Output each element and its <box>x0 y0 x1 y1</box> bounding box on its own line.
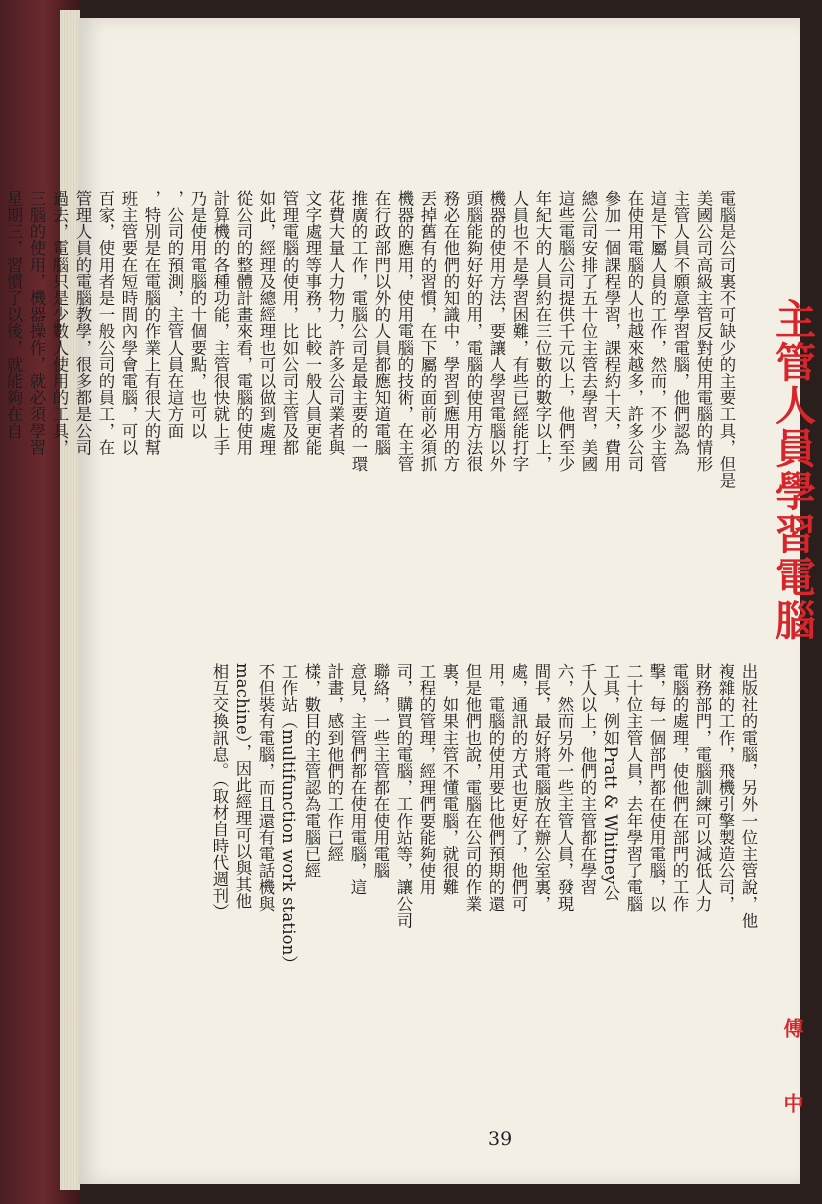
text-column-line: 電腦的處理，使他們在部門的工作 <box>670 663 689 912</box>
text-column-line: 複雜的工作，飛機引擎製造公司， <box>716 663 735 912</box>
text-column-line: 班主管要在短時間內學會電腦，可以 <box>119 190 138 456</box>
text-column-line: 從公司的整體計畫來看，電腦的使用 <box>234 190 253 456</box>
text-column-line: 人員也不是學習困難，有些已經能打字 <box>510 190 529 473</box>
text-column-line: 擊，每一個部門都在使用電腦，以 <box>647 663 666 912</box>
text-column-line: 管理電腦的使用，比如公司主管及都 <box>280 190 299 456</box>
text-column-line: 這些電腦公司提供千元以上，他們至少 <box>556 190 575 473</box>
text-column-line <box>0 190 2 645</box>
text-column-line: 三腦的使用，機器操作，就必須學習 <box>27 190 46 456</box>
text-column-line: ，公司的預測，主管人員在這方面 <box>165 190 184 439</box>
text-column-line: 機器的應用，使用電腦的技術，在主管 <box>395 190 414 473</box>
text-column-line: 在行政部門以外的人員都應知道電腦 <box>372 190 391 456</box>
text-column-line: 裏，如果主管不懂電腦，就很難 <box>440 663 459 896</box>
text-column-line: 工程的管理，經理們要能夠使用 <box>417 663 436 896</box>
text-column-line: 機器的使用方法，要讓人學習電腦以外 <box>487 190 506 473</box>
text-column-line: 六，然而另外一些主管人員，發現 <box>555 663 574 912</box>
text-column-line: 管理人員的電腦教學，很多都是公司 <box>73 190 92 456</box>
text-column-line: 但是他們也說，電腦在公司的作業 <box>463 663 482 912</box>
text-column-line: 聯絡，一些主管都在使用電腦 <box>371 663 390 879</box>
text-column-line: 花費大量人力物力，許多公司業者與 <box>326 190 345 456</box>
text-column-line: 美國公司高級主管反對使用電腦的情形 <box>694 190 713 473</box>
top-text-block <box>4 190 738 645</box>
text-column-line: 丟掉舊有的習慣，在下屬的面前必須抓 <box>418 190 437 473</box>
text-column-line: 出版社的電腦，另外一位主管說，他 <box>739 663 758 929</box>
text-column-line: 這是下屬人員的工作，然而，不少主管 <box>648 190 667 473</box>
text-column-line: 務必在他們的知識中，學習到應用的方 <box>441 190 460 473</box>
text-column-line: 二十位主管人員，去年學習了電腦 <box>624 663 643 912</box>
text-column-line: 過去，電腦只是少數人使用的工具， <box>50 190 69 456</box>
text-column-line: 在使用電腦的人也越來越多，許多公司 <box>625 190 644 473</box>
text-column-line: 間長，最好將電腦放在辦公室裏， <box>532 663 551 912</box>
text-column-line: 年紀大的人員約在三位數的數字以上， <box>533 190 552 473</box>
text-column-line: 司，購買的電腦，工作站等，讓公司 <box>394 663 413 929</box>
text-column-line: 總公司安排了五十位主管去學習，美國 <box>579 190 598 473</box>
text-column-line: 推廣的工作，電腦公司是最主要的一環 <box>349 190 368 473</box>
text-column-line: 財務部門，電腦訓練可以減低人力 <box>693 663 712 912</box>
text-column-line: 參加一個課程學習，課程約十天，費用 <box>602 190 621 473</box>
text-column-line: 星期三，習慣了以後，就能夠在自 <box>4 190 23 439</box>
text-column-line: 意見，主管們都在使用電腦，這 <box>348 663 367 896</box>
text-column-line: 計畫，感到他們的工作已經 <box>325 663 344 863</box>
text-column-line: 文字處理等事務，比較一般人員更能 <box>303 190 322 456</box>
text-column-line: 如此，經理及總經理也可以做到處理 <box>257 190 276 456</box>
bottom-text-block <box>110 663 760 1128</box>
text-column-line: 工作站（multifunction work station） <box>279 663 298 973</box>
text-column-line: 工具，例如Pratt & Whitney公 <box>601 663 620 902</box>
article-title: 主管人員學習電腦 <box>768 298 816 642</box>
text-column-line: 處，通訊的方式也更好了，他們可 <box>509 663 528 912</box>
text-column-line: 百家，使用者是一般公司的員工，在 <box>96 190 115 456</box>
text-column-line: ，特別是在電腦的作業上有很大的幫 <box>142 190 161 456</box>
text-column-line: 不但裝有電腦，而且還有電話機與 <box>256 663 275 912</box>
text-column-line: 頭腦能夠好好的用，電腦的使用方法很 <box>464 190 483 473</box>
book-page <box>4 18 816 1184</box>
text-column-line: 計算機的各種功能，主管很快就上手 <box>211 190 230 456</box>
text-column-line: 主管人員不願意學習電腦，他們認為 <box>671 190 690 456</box>
text-column-line: 用，電腦的使用要比他們預期的還 <box>486 663 505 912</box>
page-number: 39 <box>488 1128 513 1150</box>
text-column-line: 乃是使用電腦的十個要點，也可以 <box>188 190 207 439</box>
article-author: 傅 中 <box>780 1018 804 1137</box>
text-column-line: 電腦是公司裏不可缺少的主要工具，但是 <box>717 190 736 489</box>
text-column-line: 樣，數目的主管認為電腦已經 <box>302 663 321 879</box>
text-column-line: 千人以上，他們的主管都在學習 <box>578 663 597 896</box>
text-column-line: 相互交換訊息。（取材自時代週刊） <box>210 663 229 921</box>
text-column-line: machine），因此經理可以與其他 <box>233 663 252 910</box>
